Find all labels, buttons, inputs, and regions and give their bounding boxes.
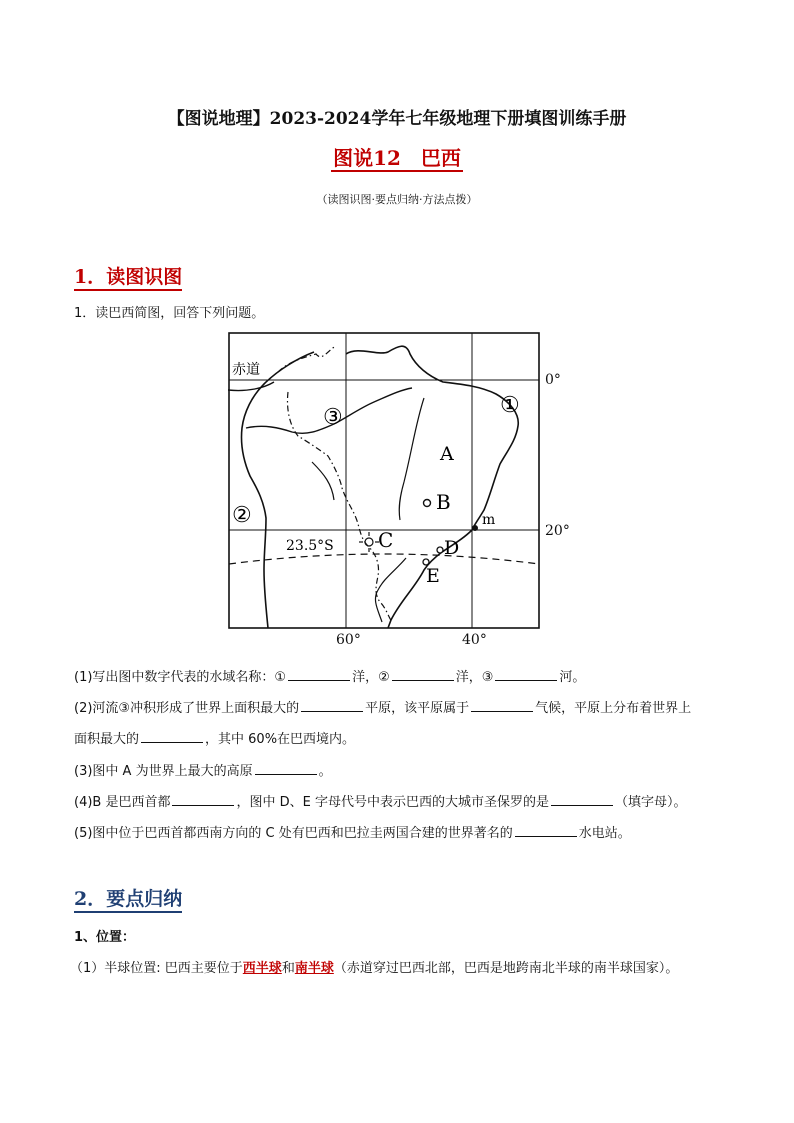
label-circle-2: ② bbox=[232, 503, 252, 528]
q5-text-a: (5)图中位于巴西首都西南方向的 C 处有巴西和巴拉圭两国合建的世界著名的 bbox=[74, 826, 513, 841]
question-2-line-1 bbox=[74, 697, 691, 716]
equator-label: 赤道 bbox=[232, 362, 260, 378]
q2-text-a: (2)河流③冲积形成了世界上面积最大的 bbox=[74, 701, 300, 716]
key-point-1-title: 1、位置： bbox=[74, 930, 136, 945]
section-heading-key-points bbox=[74, 884, 182, 911]
kp1-text-c: （赤道穿过巴西北部，巴西是地跨南北半球的南半球国家）。 bbox=[333, 961, 679, 976]
q1-text-c: 洋，③ bbox=[455, 670, 494, 685]
question-intro: 1．读巴西简图，回答下列问题。 bbox=[74, 306, 265, 321]
blank-plain[interactable] bbox=[301, 699, 363, 712]
map-frame bbox=[229, 333, 539, 628]
question-5 bbox=[74, 822, 631, 841]
label-D: D bbox=[444, 537, 460, 559]
q4-text-a: (4)B 是巴西首都 bbox=[74, 795, 171, 810]
q3-text-a: (3)图中 A 为世界上最大的高原 bbox=[74, 764, 253, 779]
q3-text-b: 。 bbox=[318, 764, 332, 779]
brazil-map bbox=[228, 332, 540, 630]
subtitle-text: 图说12 巴西 bbox=[333, 146, 461, 170]
kp1-text-a: （1）半球位置: 巴西主要位于 bbox=[70, 961, 243, 976]
q2-text-e: ，其中 60%在巴西境内。 bbox=[205, 732, 356, 747]
kp1-emphasis-south: 南半球 bbox=[294, 961, 334, 976]
kp1-text-b: 和 bbox=[281, 961, 295, 976]
q1-text-b: 洋，② bbox=[352, 670, 390, 685]
document-hint: （读图识图·要点归纳·方法点拨） bbox=[316, 193, 478, 206]
q4-text-b: ，图中 D、E 字母代号中表示巴西的大城市圣保罗的是 bbox=[236, 795, 549, 810]
tropic-label: 23.5°S bbox=[286, 538, 334, 554]
blank-plateau[interactable] bbox=[255, 762, 317, 775]
lon-60-label: 60° bbox=[336, 632, 361, 648]
label-m: m bbox=[482, 512, 496, 528]
q2-text-c: 气候，平原上分布着世界上 bbox=[535, 701, 692, 716]
blank-saopaulo-letter[interactable] bbox=[551, 793, 613, 806]
q2-text-b: 平原，该平原属于 bbox=[365, 701, 470, 716]
blank-climate[interactable] bbox=[471, 699, 533, 712]
blank-forest[interactable] bbox=[141, 730, 203, 743]
document-subtitle bbox=[0, 146, 794, 172]
blank-ocean-1[interactable] bbox=[288, 668, 350, 681]
label-C: C bbox=[378, 528, 394, 552]
point-m-marker bbox=[472, 525, 478, 531]
section-heading-read-map bbox=[74, 262, 182, 289]
question-3 bbox=[74, 760, 332, 779]
lat-0-label: 0° bbox=[545, 372, 561, 388]
label-A: A bbox=[440, 443, 454, 465]
question-1 bbox=[74, 666, 585, 685]
lat-20-label: 20° bbox=[545, 523, 570, 539]
key-point-1-text bbox=[70, 957, 678, 976]
blank-river-3[interactable] bbox=[495, 668, 557, 681]
label-circle-1: ① bbox=[500, 393, 520, 418]
blank-capital[interactable] bbox=[172, 793, 234, 806]
kp1-emphasis-west: 西半球 bbox=[242, 961, 282, 976]
q4-text-c: （填字母）。 bbox=[614, 795, 687, 810]
label-circle-3: ③ bbox=[323, 405, 343, 430]
q2-text-d: 面积最大的 bbox=[74, 732, 140, 747]
q5-text-b: 水电站。 bbox=[578, 826, 631, 841]
blank-hydropower[interactable] bbox=[515, 824, 577, 837]
question-2-line-2 bbox=[74, 728, 355, 747]
label-E: E bbox=[426, 565, 440, 587]
section-heading-text: 2．要点归纳 bbox=[74, 888, 182, 913]
blank-ocean-2[interactable] bbox=[392, 668, 454, 681]
lon-40-label: 40° bbox=[462, 632, 487, 648]
document-title: 【图说地理】2023-2024学年七年级地理下册填图训练手册 bbox=[167, 109, 627, 129]
city-marker-D bbox=[437, 547, 443, 553]
q1-text-d: 河。 bbox=[559, 670, 586, 685]
label-B: B bbox=[436, 490, 451, 514]
section-heading-text: 1．读图识图 bbox=[74, 266, 182, 291]
brasilia-marker bbox=[424, 500, 431, 507]
question-4 bbox=[74, 791, 686, 810]
q1-text-a: (1)写出图中数字代表的水域名称：① bbox=[74, 670, 287, 685]
